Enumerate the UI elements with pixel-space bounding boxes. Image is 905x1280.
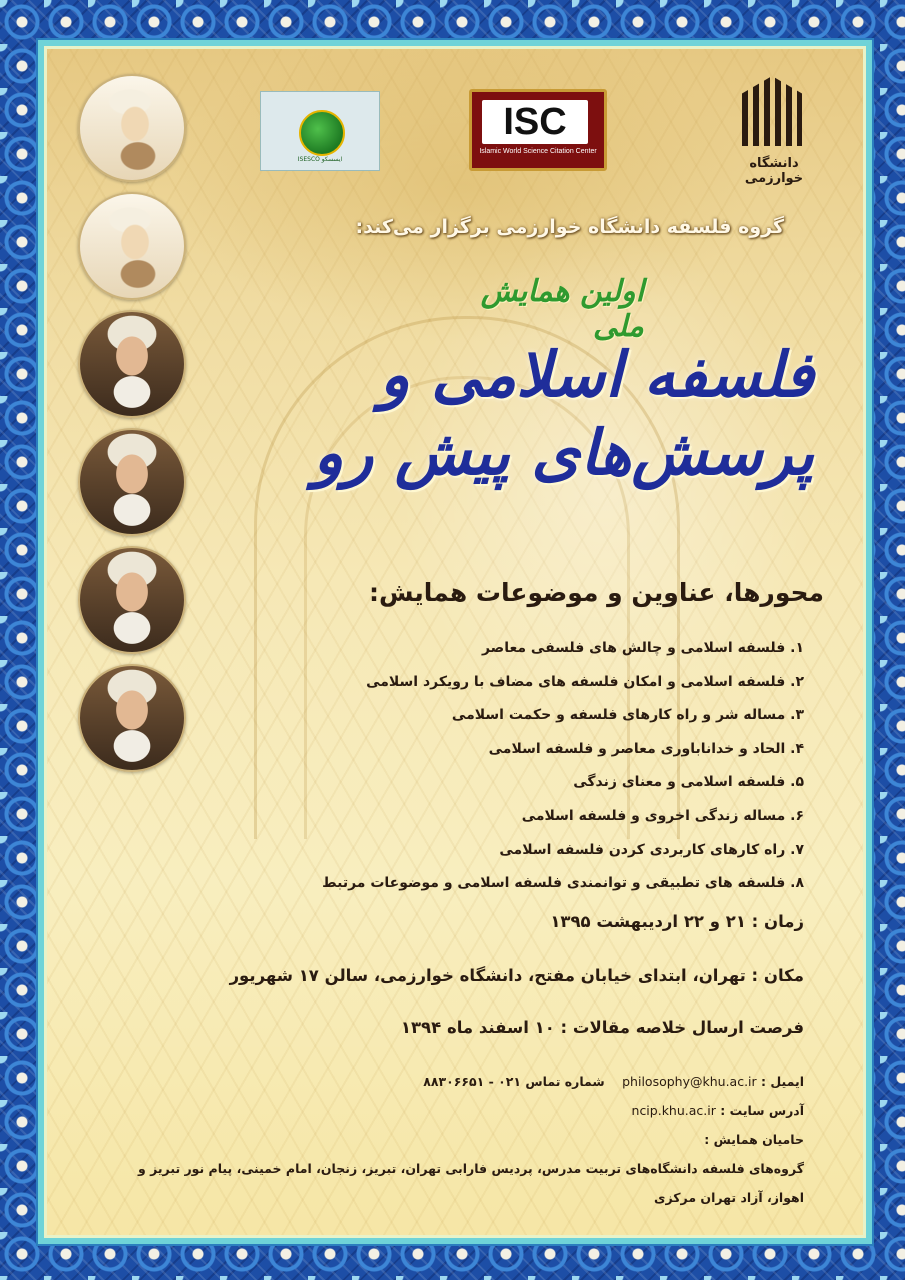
isesco-logo-text: ISESCO ایسسکو bbox=[297, 156, 343, 163]
site-line bbox=[194, 1103, 804, 1118]
isesco-logo bbox=[260, 91, 380, 171]
portrait-3 bbox=[78, 310, 186, 418]
email-label: ایمیل : bbox=[761, 1074, 804, 1089]
topic-item: ۲. فلسفه اسلامی و امکان فلسفه های مضاف با رویکرد اسلامی bbox=[366, 673, 804, 690]
topic-item: ۳. مساله شر و راه کارهای فلسفه و حکمت اسلامی bbox=[451, 707, 804, 724]
isc-logo-subtitle: Islamic World Science Citation Center bbox=[479, 148, 597, 155]
topics-heading: محورها، عناوین و موضوعات همایش: bbox=[368, 578, 824, 607]
portrait-1 bbox=[78, 74, 186, 182]
contact-line bbox=[194, 1074, 804, 1089]
conference-title: فلسفه اسلامی و پرسش‌های پیش رو bbox=[313, 338, 814, 489]
organizer-line: گروه فلسفه دانشگاه خوارزمی برگزار می‌کند: bbox=[355, 216, 784, 238]
portrait-4 bbox=[78, 428, 186, 536]
portrait-6 bbox=[78, 664, 186, 772]
sponsors-line-2: اهواز، آزاد تهران مرکزی bbox=[654, 1190, 804, 1205]
portrait-2 bbox=[78, 192, 186, 300]
topic-item: ۱. فلسفه اسلامی و چالش های فلسفی معاصر bbox=[481, 640, 804, 656]
first-conference-label: اولین همایش ملی bbox=[480, 274, 644, 344]
topic-item: ۶. مساله زندگی اخروی و فلسفه اسلامی bbox=[521, 807, 804, 824]
sponsors-line-1: گروه‌های فلسفه دانشگاه‌های تربیت مدرس، پردیس فارابی تهران، تبریز، زنجان، امام خمینی، پیام نور تبریز و bbox=[137, 1161, 804, 1176]
conference-place: مکان : تهران، ابتدای خیابان مفتح، دانشگاه خوارزمی، سالن ۱۷ شهریور bbox=[229, 966, 804, 985]
site-label: آدرس سایت : bbox=[720, 1103, 804, 1118]
abstract-deadline: فرصت ارسال خلاصه مقالات : ۱۰ اسفند ماه ۱۳۹۴ bbox=[400, 1018, 804, 1037]
topic-item: ۸. فلسفه های تطبیقی و توانمندی فلسفه اسلامی و موضوعات مرتبط bbox=[322, 875, 804, 892]
isc-logo-text: ISC bbox=[482, 100, 588, 144]
conference-time: زمان : ۲۱ و ۲۲ اردیبهشت ۱۳۹۵ bbox=[550, 912, 804, 931]
globe-icon bbox=[299, 110, 345, 156]
phone-number: ۰۲۱ - ۸۸۳۰۶۶۵۱ bbox=[423, 1074, 522, 1089]
topic-item: ۵. فلسفه اسلامی و معنای زندگی bbox=[573, 774, 804, 791]
site-link[interactable]: ncip.khu.ac.ir bbox=[631, 1103, 716, 1118]
email-link[interactable]: philosophy@khu.ac.ir bbox=[622, 1074, 757, 1089]
topic-item: ۴. الحاد و خداناباوری معاصر و فلسفه اسلامی bbox=[488, 740, 804, 757]
poster bbox=[38, 40, 872, 1244]
sponsors-label: حامیان همایش : bbox=[704, 1132, 804, 1147]
portrait-5 bbox=[78, 546, 186, 654]
isc-logo bbox=[469, 89, 607, 171]
university-emblem-icon bbox=[742, 76, 802, 146]
university-logo-text: دانشگاه خوارزمی bbox=[744, 156, 804, 186]
topic-item: ۷. راه کارهای کاربردی کردن فلسفه اسلامی bbox=[499, 841, 804, 858]
phone-label: شماره تماس bbox=[525, 1074, 605, 1089]
topics-list bbox=[244, 632, 804, 901]
university-logo bbox=[734, 76, 814, 186]
